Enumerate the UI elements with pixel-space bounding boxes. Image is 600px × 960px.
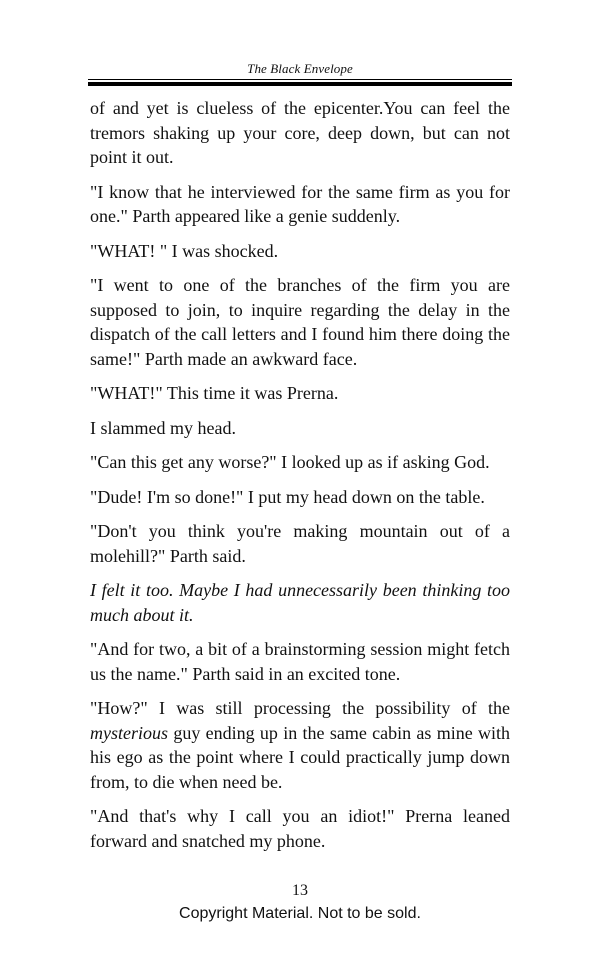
- emphasized-word: mysterious: [90, 722, 168, 743]
- paragraph: "Can this get any worse?" I looked up as if asking God.: [90, 452, 490, 472]
- paragraph: "Dude! I'm so done!" I put my head down on the table.: [90, 486, 485, 507]
- header-rule-thick: [88, 82, 512, 86]
- running-title: The Black Envelope: [247, 61, 353, 76]
- paragraph: I slammed my head.: [90, 417, 236, 438]
- paragraph-text-after: guy ending up in the same cabin as mine with his ego as the point where I could practically jump down from, to die when need be.: [90, 722, 511, 792]
- page-body: [90, 96, 510, 863]
- paragraph: "And that's why I call you an idiot!" Prerna leaned forward and snatched my phone.: [90, 806, 510, 851]
- paragraph-text-before: "How?" I was still processing the possibility of the: [90, 698, 510, 718]
- copyright-notice: Copyright Material. Not to be sold.: [179, 905, 421, 922]
- paragraph: "I went to one of the branches of the firm you are supposed to join, to inquire regarding the delay in the dispatch of the call letters and I found him there doing the same!" Parth made an awkward face.: [90, 275, 510, 369]
- paragraph: of and yet is clueless of the epicenter.You can feel the tremors shaking up your core, deep down, but can not point it out.: [90, 98, 510, 167]
- paragraph-with-emphasis: [90, 696, 510, 794]
- paragraph: "WHAT! " I was shocked.: [90, 240, 279, 261]
- italic-thought-paragraph: I felt it too. Maybe I had unnecessarily been thinking too much about it.: [90, 580, 510, 625]
- paragraph: "WHAT!" This time it was Prerna.: [90, 383, 339, 403]
- paragraph: "I know that he interviewed for the same firm as you for one." Parth appeared like a genie suddenly.: [90, 181, 510, 226]
- paragraph: "Don't you think you're making mountain out of a molehill?" Parth said.: [90, 521, 510, 566]
- page-number: 13: [292, 882, 308, 899]
- paragraph: "And for two, a bit of a brainstorming session might fetch us the name." Parth said in an excited tone.: [90, 639, 510, 684]
- header-rule-thin: [88, 79, 512, 80]
